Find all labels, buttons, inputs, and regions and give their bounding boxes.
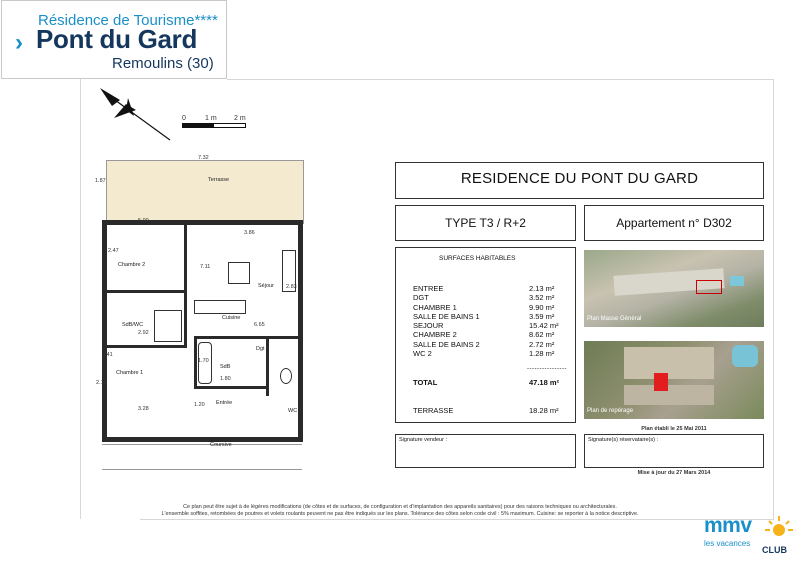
mmv-club: CLUB xyxy=(762,545,787,555)
room-label: Chambre 1 xyxy=(116,370,144,376)
frame-top-line xyxy=(227,79,773,80)
total-value: 47.18 m² xyxy=(529,378,560,387)
dimension-label: 7.11 xyxy=(200,264,211,270)
room-label: Séjour xyxy=(258,283,274,289)
surface-value: 3.52 m² xyxy=(529,293,555,302)
surface-name: SALLE DE BAINS 1 xyxy=(413,312,480,321)
footer-note-2: L'ensemble soffites, retombées de poutres et volets roulants peuvent ne pas être indiqués sur les plans. Tolérance des côtes selon code civil : 5% maximum. Cuisine: se reporter à la notice descriptive. xyxy=(161,511,639,517)
locator-pool xyxy=(732,345,758,367)
wall-interior xyxy=(184,225,187,345)
room-label: Chambre 2 xyxy=(118,262,146,268)
total-separator: ---------------- xyxy=(527,366,567,372)
site-plan-image xyxy=(584,250,764,327)
frame-left-line xyxy=(80,79,81,519)
room-label: Entrée xyxy=(216,400,233,406)
shower-sdb-wc xyxy=(154,310,182,342)
terrace-value: 18.28 m² xyxy=(529,406,559,415)
buyer-signature-box xyxy=(584,434,764,468)
dimension-label: 2.83 xyxy=(286,284,297,290)
vendor-signature-label: Signature vendeur : xyxy=(399,437,448,443)
room-label: SdB/WC xyxy=(122,322,144,328)
coursive-area xyxy=(102,444,302,470)
dimension-label: 3.28 xyxy=(138,406,149,412)
surface-name: CHAMBRE 1 xyxy=(413,303,457,312)
north-arrow-icon xyxy=(98,86,178,146)
surface-name: CHAMBRE 2 xyxy=(413,330,457,339)
site-pool xyxy=(730,276,744,286)
locator-block xyxy=(624,347,714,379)
dimension-label: 3.86 xyxy=(244,230,255,236)
surface-name: ENTREE xyxy=(413,284,444,293)
terrace-label: TERRASSE xyxy=(413,406,454,415)
footer-note-1: Ce plan peut être sujet à de légères modifications (de côtes et de surfaces, de configuration et d'implantation des appareils sanitaires) pour des raisons techniques ou architecturales. xyxy=(183,504,617,510)
surface-value: 3.59 m² xyxy=(529,312,555,321)
surface-value: 8.62 m² xyxy=(529,330,555,339)
scale-bar xyxy=(182,123,246,128)
locator-red-marker xyxy=(654,373,668,391)
wall-interior xyxy=(107,290,187,293)
type-label: TYPE T3 / R+2 xyxy=(445,216,526,230)
dimension-label: 1.70 xyxy=(198,358,209,364)
floor-plan xyxy=(94,150,309,480)
dining-table xyxy=(228,262,250,284)
scale-label-1: 1 m xyxy=(205,115,217,122)
mmv-tagline: les vacances xyxy=(704,539,751,548)
surface-value: 1.28 m² xyxy=(529,349,555,358)
surface-value: 2.72 m² xyxy=(529,340,555,349)
dimension-label: 2.18 xyxy=(96,380,107,386)
plan-date: Plan établi le 25 Mai 2011 xyxy=(641,426,707,432)
surface-name: SEJOUR xyxy=(413,321,444,330)
vendor-signature-box xyxy=(395,434,576,468)
type-box xyxy=(395,205,576,241)
surface-name: SALLE DE BAINS 2 xyxy=(413,340,480,349)
scale-label-0: 0 xyxy=(182,115,186,122)
wall-interior xyxy=(194,386,269,389)
logo-town: Remoulins (30) xyxy=(112,55,214,72)
site-plan-caption: Plan Masse Général xyxy=(587,316,642,322)
dimension-label: 5.00 xyxy=(138,218,149,224)
room-label: WC xyxy=(288,408,298,414)
wall-interior xyxy=(194,336,197,386)
room-label: Cuisine xyxy=(222,315,241,321)
surfaces-heading: SURFACES HABITABLES xyxy=(439,255,516,262)
mmv-logo xyxy=(700,512,798,560)
surface-name: DGT xyxy=(413,293,429,302)
total-label: TOTAL xyxy=(413,378,438,387)
sun-icon xyxy=(764,514,794,542)
locator-plan-image xyxy=(584,341,764,419)
chevron-icon: › xyxy=(15,29,23,56)
wc-bowl xyxy=(280,368,292,384)
terrace-area xyxy=(106,160,304,224)
dimension-label: 3.41 xyxy=(102,352,113,358)
dimension-label: 7.32 xyxy=(198,155,209,161)
mmv-wordmark: mmv xyxy=(704,514,752,537)
frame-right-line xyxy=(773,79,774,519)
page-title: RESIDENCE DU PONT DU GARD xyxy=(460,170,699,187)
update-date: Mise à jour du 27 Mars 2014 xyxy=(637,470,711,476)
buyer-signature-label: Signature(s) réservataire(s) : xyxy=(588,437,658,443)
dimension-label: 1.87 xyxy=(95,178,106,184)
locator-block xyxy=(624,385,714,405)
frame-bottom-line xyxy=(140,519,774,520)
room-label: SdB xyxy=(220,364,231,370)
title-box xyxy=(395,162,764,199)
surface-value: 2.13 m² xyxy=(529,284,555,293)
dimension-label: 2.47 xyxy=(108,248,119,254)
dimension-label: 1.20 xyxy=(194,402,205,408)
surface-value: 15.42 m² xyxy=(529,321,559,330)
dimension-label: 1.80 xyxy=(220,376,231,382)
dimension-label: 6.65 xyxy=(254,322,265,328)
logo-subtitle: Résidence de Tourisme**** xyxy=(38,12,218,29)
surfaces-box xyxy=(395,247,576,423)
scale-label-2: 2 m xyxy=(234,115,246,122)
room-label: Dgt xyxy=(256,346,265,352)
locator-caption: Plan de repérage xyxy=(587,408,634,414)
wall-bottom xyxy=(102,437,302,442)
room-label: Terrasse xyxy=(208,177,230,183)
wall-interior xyxy=(194,336,298,339)
surface-name: WC 2 xyxy=(413,349,432,358)
apartment-label: Appartement n° D302 xyxy=(616,216,732,230)
site-marker xyxy=(696,280,722,294)
wall-top xyxy=(102,220,302,225)
logo-title: Pont du Gard xyxy=(36,24,198,54)
surface-value: 9.90 m² xyxy=(529,303,555,312)
wall-right xyxy=(298,220,303,442)
wall-left xyxy=(102,220,107,442)
kitchen-counter xyxy=(194,300,246,314)
wall-interior xyxy=(107,345,187,348)
room-label: Coursive xyxy=(210,442,232,448)
dimension-label: 2.92 xyxy=(138,330,149,336)
logo-frame xyxy=(1,0,227,79)
apartment-box xyxy=(584,205,764,241)
